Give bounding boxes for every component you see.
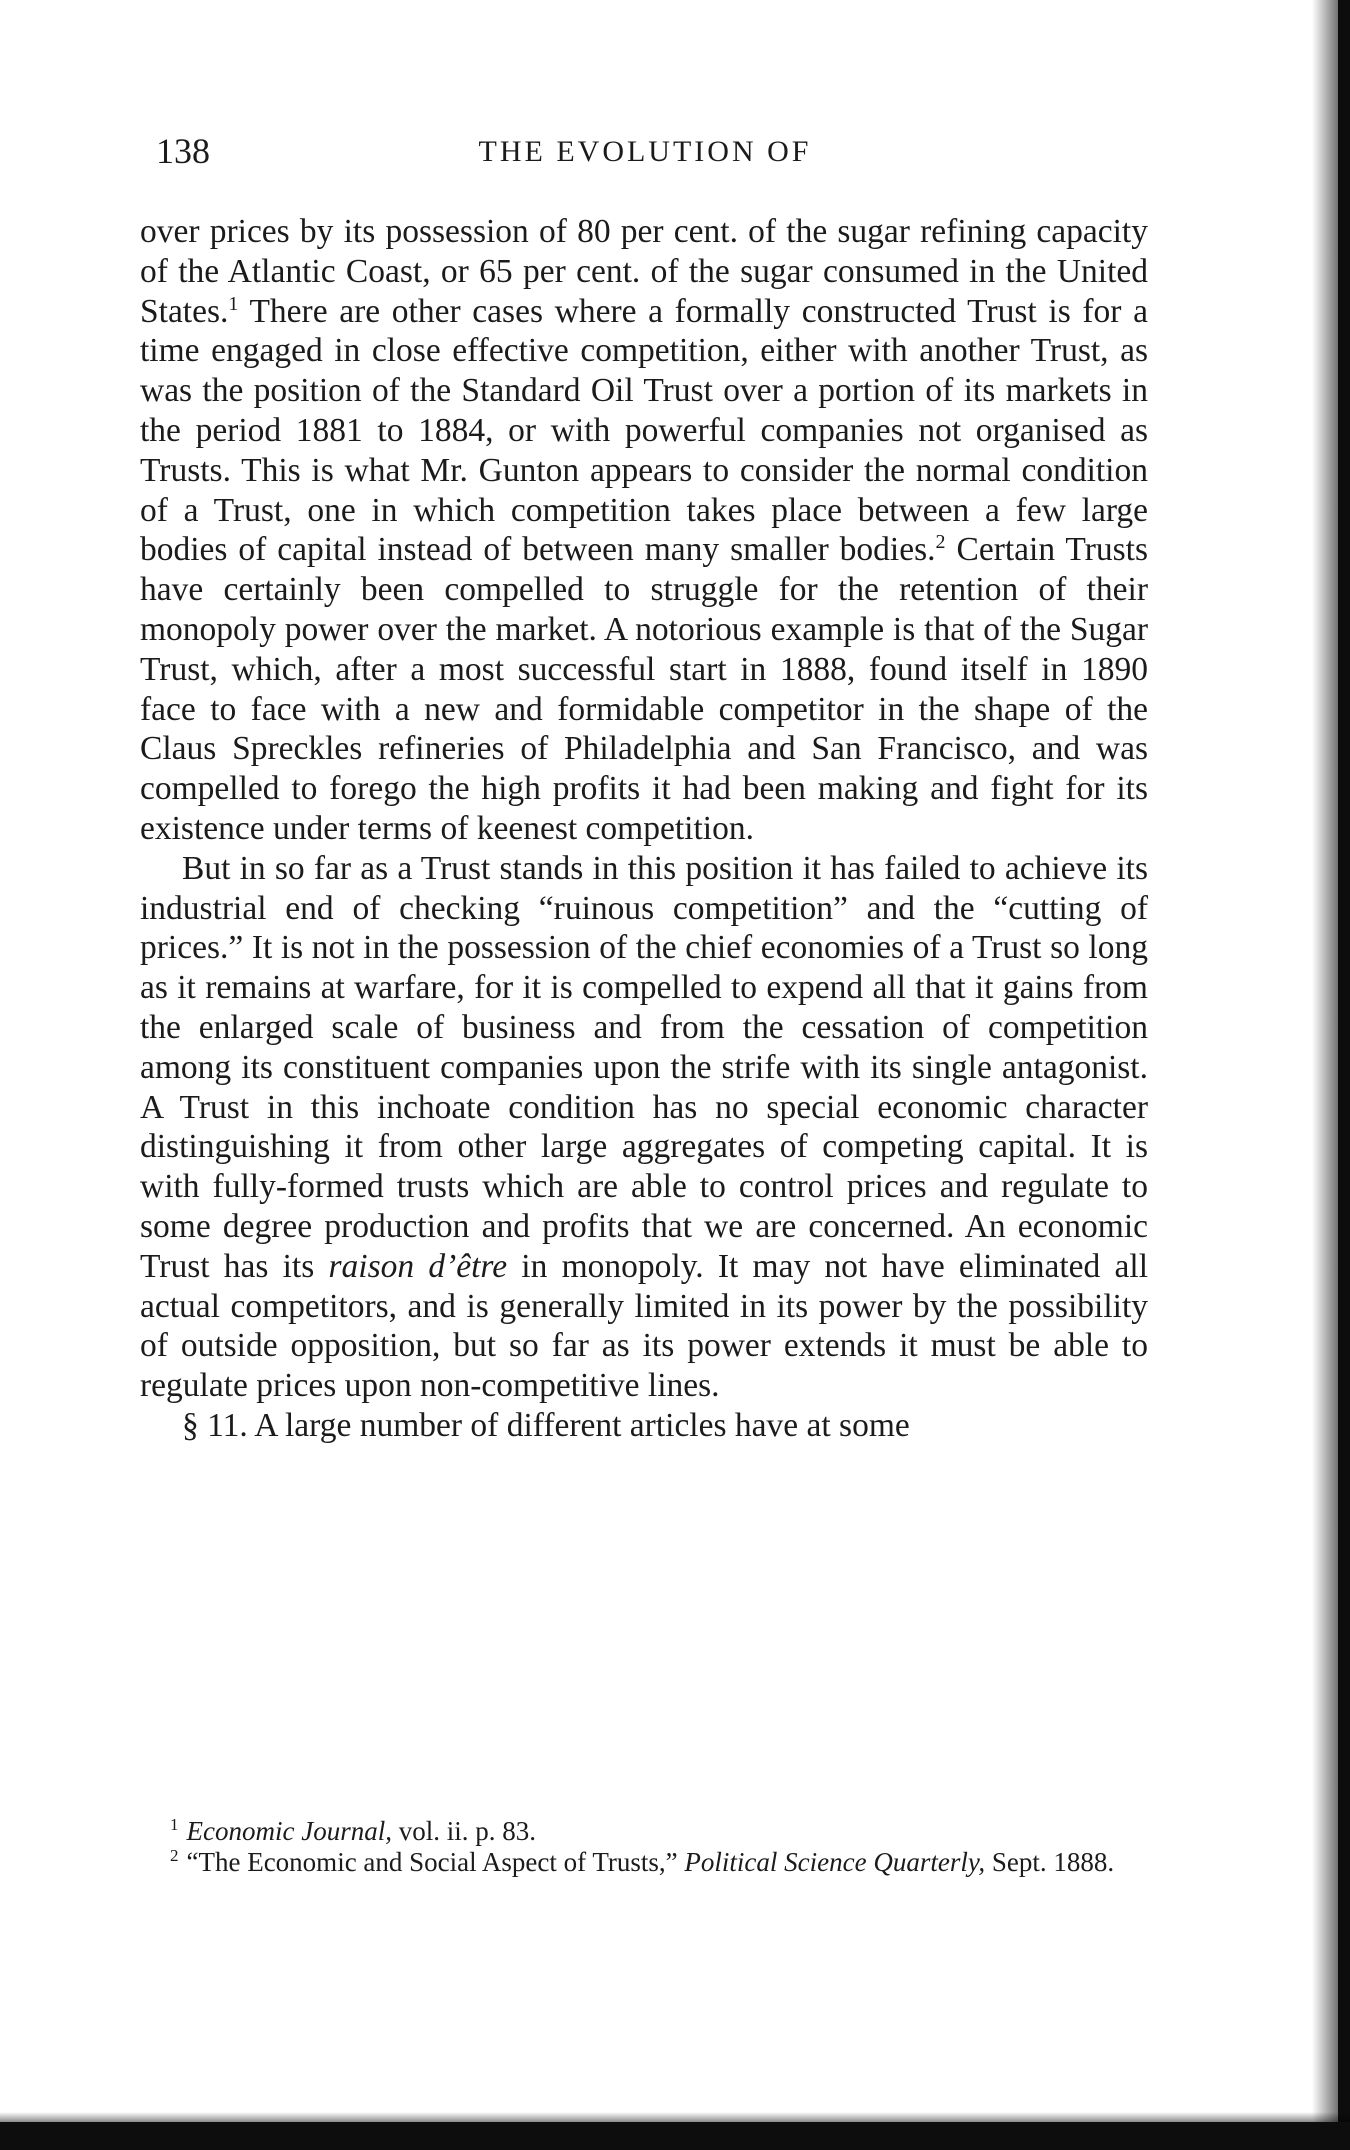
scan-edge-shadow-bottom xyxy=(0,2112,1350,2122)
footnote-1 xyxy=(140,1816,1130,1847)
paragraph-2 xyxy=(140,849,1148,1406)
scan-edge-right xyxy=(1338,0,1350,2150)
page-header xyxy=(150,130,1140,180)
paragraph-1-part-b: There are other cases where a formally constructed Trust is for a time engaged in close effective competition, either with another Trust, as was the position of the Standard Oil Trust over a portion of its markets in the period 1881 to 1884, or with powerful companies not organised as Trusts. This is what Mr. Gunton appears to consider the normal condition of a Trust, one in which competition takes place between a few large bodies of capital instead of between many smaller bodies. xyxy=(140,292,1148,569)
footnote-ref-1: 1 xyxy=(228,292,239,315)
paragraph-2-italic: raison d’être xyxy=(328,1247,508,1285)
footnote-2-italic: Political Science Quarterly, xyxy=(684,1847,986,1877)
scan-edge-shadow-right xyxy=(1312,0,1338,2150)
footnote-2-mark: 2 xyxy=(170,1846,179,1865)
body-text xyxy=(140,212,1148,1446)
paragraph-1 xyxy=(140,212,1148,849)
footnote-2-text: “The Economic and Social Aspect of Trusts,” xyxy=(186,1847,685,1877)
footnote-1-text: vol. ii. p. 83. xyxy=(391,1816,536,1846)
footnotes xyxy=(140,1816,1130,1878)
paragraph-3-section-11: § 11. A large number of different articles have at some xyxy=(182,1406,910,1444)
footnote-1-mark: 1 xyxy=(170,1815,179,1834)
page-number: 138 xyxy=(156,131,210,171)
footnote-ref-2: 2 xyxy=(935,531,946,554)
scan-edge-bottom xyxy=(0,2122,1350,2150)
footnote-1-italic: Economic Journal, xyxy=(186,1816,392,1846)
footnote-2 xyxy=(140,1847,1130,1878)
running-head: THE EVOLUTION OF xyxy=(478,135,812,168)
footnote-2-text-end: Sept. 1888. xyxy=(985,1847,1115,1877)
paragraph-1-part-a: over prices by its possession of 80 per cent. of the sugar refining capacity of the Atlantic Coast, or 65 per cent. of the sugar consumed in the United States. xyxy=(140,213,1148,330)
paragraph-2-part-b: in monopoly. It may not have eliminated all actual competitors, and is generally limited in its power by the possibility of outside opposition, but so far as its power extends it must be able to regulate prices upon non-competitive lines. xyxy=(140,1247,1148,1405)
paragraph-2-part-a: But in so far as a Trust stands in this position it has failed to achieve its industrial end of checking “ruinous competition” and the “cutting of prices.” It is not in the possession of the chief economies of a Trust so long as it remains at warfare, for it is compelled to expend all that it gains from the enlarged scale of business and from the cessation of competition among its constituent companies upon the strife with its single antagonist. A Trust in this inchoate condition has no special economic character distinguishing it from other large aggregates of competing capital. It is with fully-formed trusts which are able to control prices and regulate to some degree production and profits that we are concerned. An economic Trust has its xyxy=(140,849,1148,1285)
paragraph-1-part-c: Certain Trusts have certainly been compelled to struggle for the retention of their monopoly power over the market. A notorious example is that of the Sugar Trust, which, after a most successful start in 1888, found itself in 1890 face to face with a new and formidable competitor in the shape of the Claus Spreckles refineries of Philadelphia and San Francisco, and was compelled to forego the high profits it had been making and fight for its existence under terms of keenest competition. xyxy=(140,531,1149,847)
